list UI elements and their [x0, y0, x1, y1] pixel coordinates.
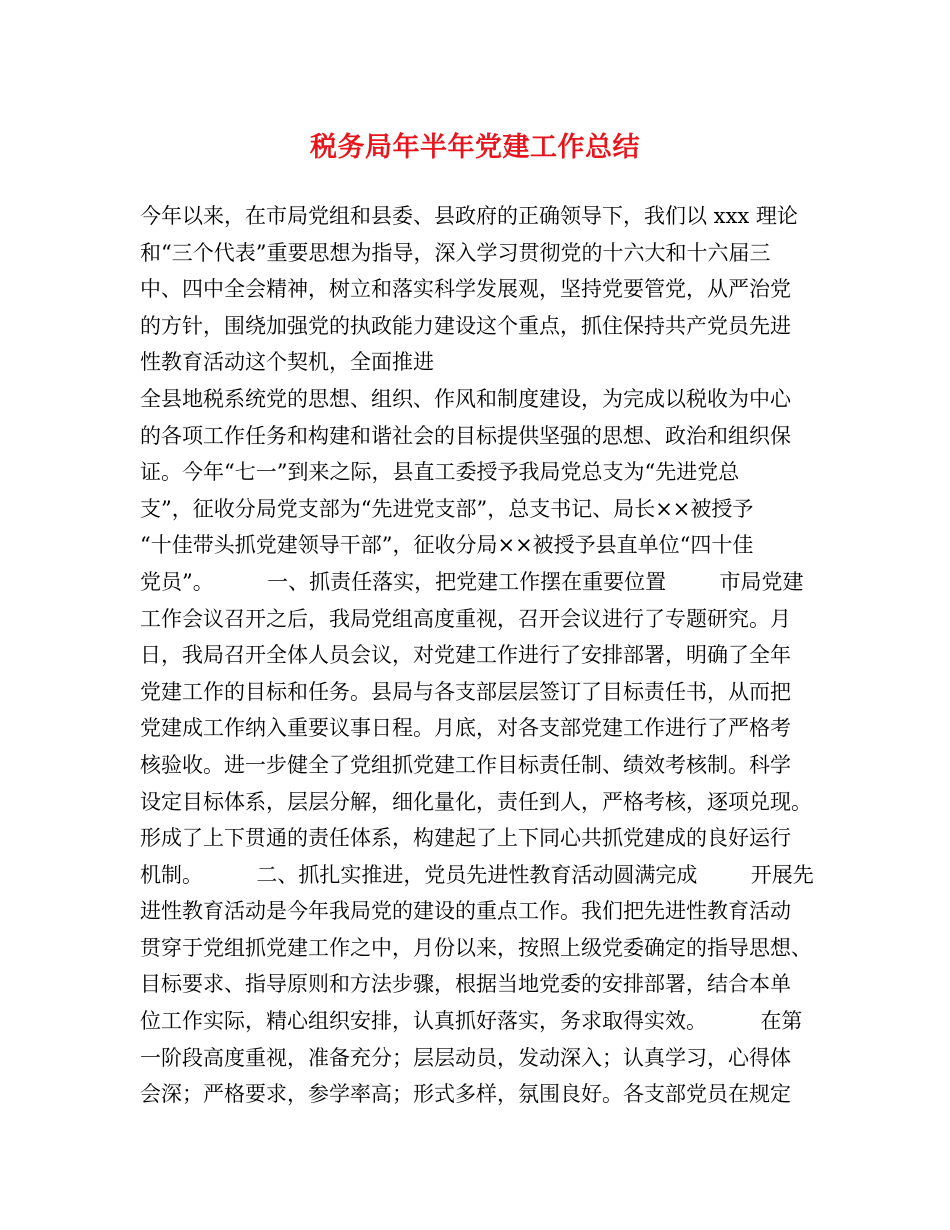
body-line: 设定目标体系，层层分解，细化量化，责任到人，严格考核，逐项兑现。 — [140, 789, 812, 814]
body-line: 一阶段高度重视，准备充分；层层动员，发动深入；认真学习，心得体 — [140, 1045, 791, 1070]
body-line: 进性教育活动是今年我局党的建设的重点工作。我们把先进性教育活动 — [140, 899, 791, 924]
body-line: 位工作实际，精心组织安排，认真抓好落实，务求取得实效。 在第 — [140, 1009, 803, 1034]
body-line: 贯穿于党组抓党建工作之中，月份以来，按照上级党委确定的指导思想、 — [140, 935, 812, 960]
body-line: 目标要求、指导原则和方法步骤，根据当地党委的安排部署，结合本单 — [140, 972, 791, 997]
body-line: 形成了上下贯通的责任体系，构建起了上下同心共抓党建成的良好运行 — [140, 826, 791, 851]
body-line: “十佳带头抓党建领导干部”，征收分局××被授予县直单位“四十佳 — [140, 533, 754, 558]
body-line: 党员”。 一、抓责任落实，把党建工作摆在重要位置 市局党建 — [140, 569, 804, 594]
body-line: 核验收。进一步健全了党组抓党建工作目标责任制、绩效考核制。科学 — [140, 752, 791, 777]
body-line: 工作会议召开之后，我局党组高度重视，召开会议进行了专题研究。月 — [140, 606, 791, 631]
body-line: 今年以来，在市局党组和县委、县政府的正确领导下，我们以 xxx 理论 — [140, 204, 798, 228]
document-title: 税务局年半年党建工作总结 — [310, 132, 640, 163]
body-line: 证。今年“七一”到来之际，县直工委授予我局党总支为“先进党总 — [140, 460, 740, 485]
body-line: 中、四中全会精神，树立和落实科学发展观，坚持党要管党，从严治党 — [140, 277, 791, 302]
body-line: 的各项工作任务和构建和谐社会的目标提供坚强的思想、政治和组织保 — [140, 423, 791, 448]
body-line: 支”，征收分局党支部为“先进党支部”，总支书记、局长××被授予 — [140, 496, 754, 521]
body-line: 性教育活动这个契机，全面推进 — [140, 350, 434, 375]
body-line: 和“三个代表”重要思想为指导，深入学习贯彻党的十六大和十六届三 — [140, 240, 771, 265]
body-line: 的方针，围绕加强党的执政能力建设这个重点，抓住保持共产党员先进 — [140, 313, 791, 338]
body-line: 机制。 二、抓扎实推进，党员先进性教育活动圆满完成 开展先 — [140, 862, 814, 887]
body-line: 会深；严格要求，参学率高；形式多样，氛围良好。各支部党员在规定 — [140, 1082, 791, 1107]
body-line: 党建工作的目标和任务。县局与各支部层层签订了目标责任书，从而把 — [140, 679, 791, 704]
body-line: 党建成工作纳入重要议事日程。月底，对各支部党建工作进行了严格考 — [140, 716, 791, 741]
document-body — [140, 198, 830, 1113]
body-line: 全县地税系统党的思想、组织、作风和制度建设，为完成以税收为中心 — [140, 386, 791, 411]
body-line: 日，我局召开全体人员会议，对党建工作进行了安排部署，明确了全年 — [140, 643, 791, 668]
